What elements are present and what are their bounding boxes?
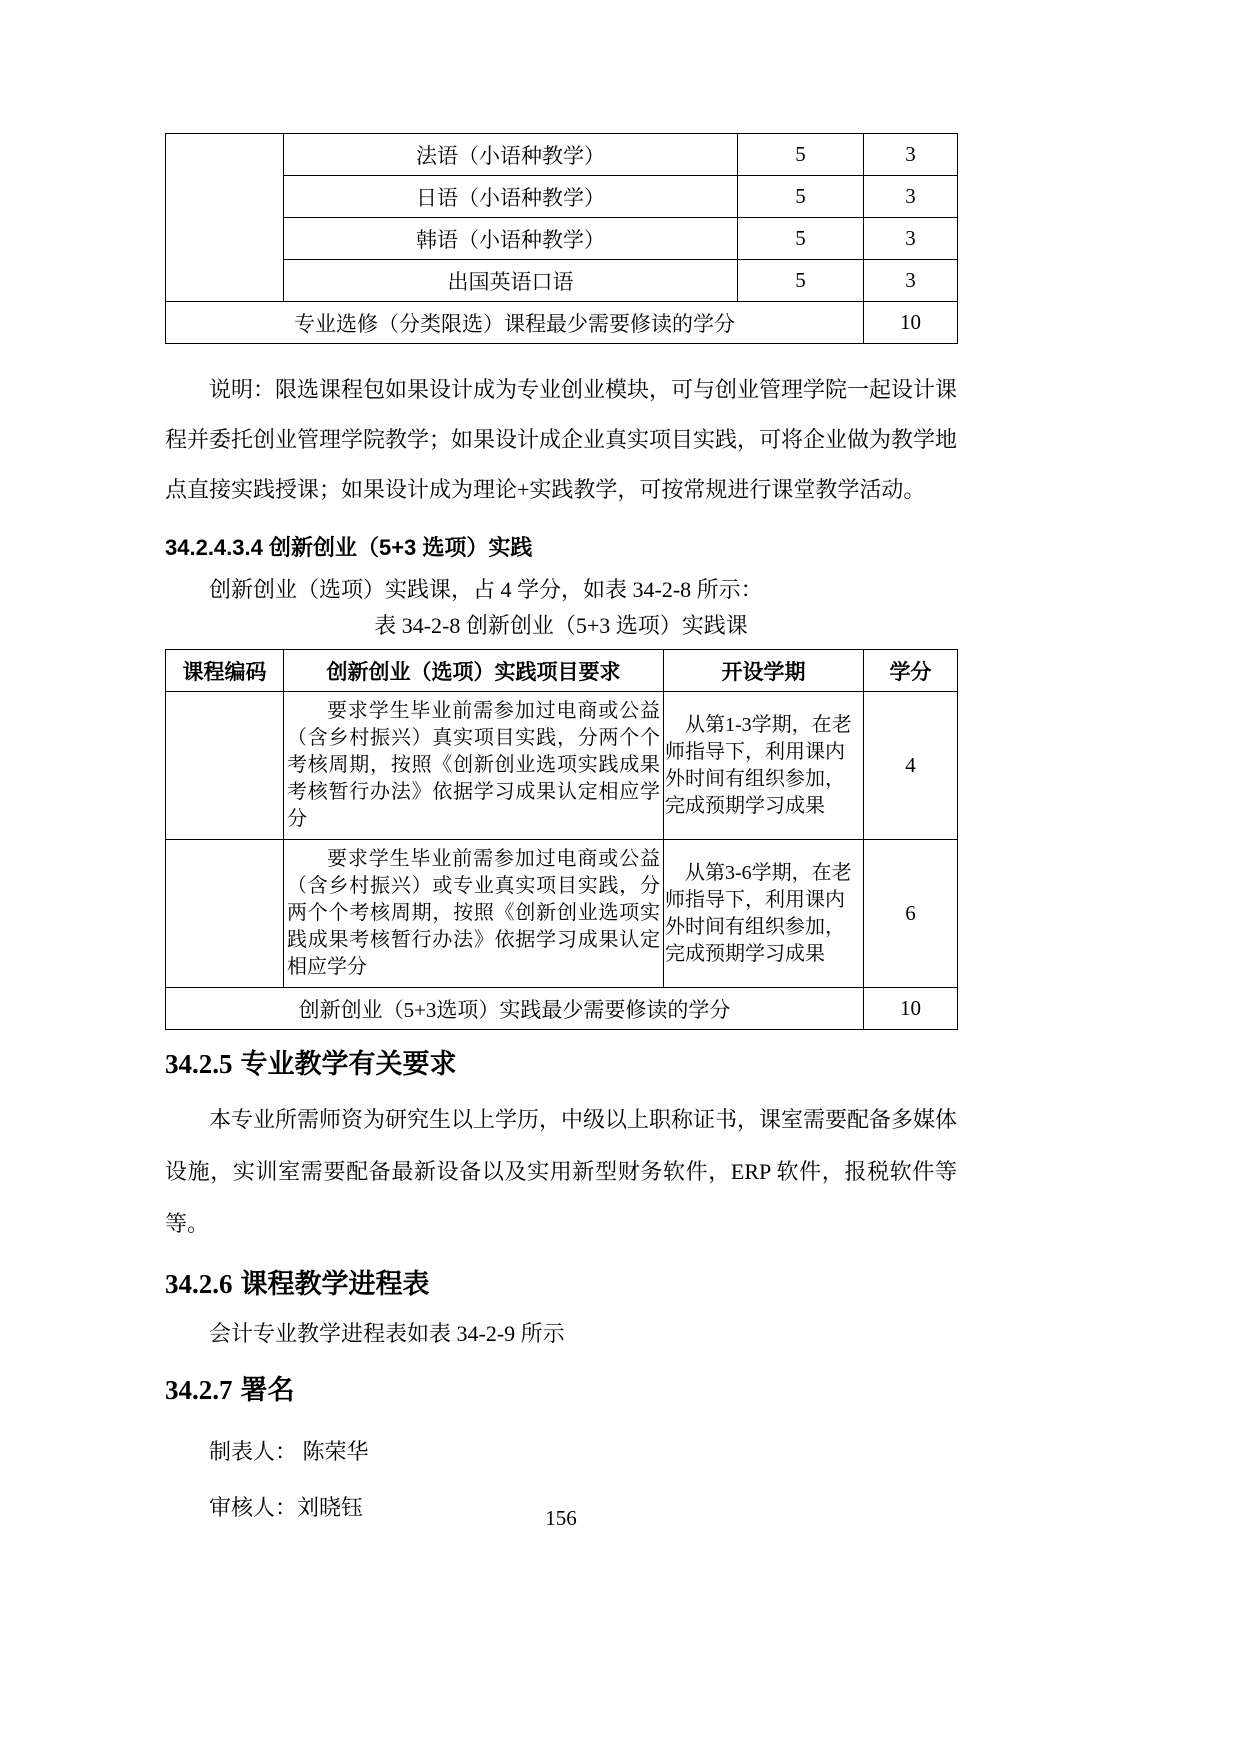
table-header-row xyxy=(166,650,958,692)
section-title: 课程教学进程表 xyxy=(240,1269,430,1299)
section-heading-34-2-7 xyxy=(165,1370,957,1410)
semester-cell: 从第3-6学期，在老师指导下，利用课内外时间有组织参加，完成预期学习成果 xyxy=(664,840,864,988)
section-number: 34.2.6 xyxy=(165,1269,233,1299)
preparer-line: 制表人： 陈荣华 xyxy=(209,1439,369,1464)
section-title: 署名 xyxy=(240,1375,295,1405)
semester-cell: 5 xyxy=(738,260,864,302)
note-paragraph: 说明：限选课程包如果设计成为专业创业模块，可与创业管理学院一起设计课程并委托创业管理学院教学；如果设计成企业真实项目实践，可将企业做为教学地点直接实践授课；如果设计成为理论+实践教学，可按常规进行课堂教学活动。 xyxy=(165,377,958,502)
credits-cell: 3 xyxy=(864,260,958,302)
semester-cell: 5 xyxy=(738,176,864,218)
semester-cell: 从第1-3学期，在老师指导下，利用课内外时间有组织参加，完成预期学习成果 xyxy=(664,692,864,840)
table-row xyxy=(166,260,958,302)
credits-cell: 3 xyxy=(864,176,958,218)
course-code-cell xyxy=(166,692,284,840)
table-summary-row xyxy=(166,302,958,344)
table-row xyxy=(166,176,958,218)
section-heading-34-2-5 xyxy=(165,1044,957,1084)
merged-empty-cell xyxy=(166,134,284,302)
course-code-cell xyxy=(166,840,284,988)
course-name-cell: 出国英语口语 xyxy=(284,260,738,302)
section-title: 专业教学有关要求 xyxy=(240,1049,457,1079)
summary-label-cell: 专业选修（分类限选）课程最少需要修读的学分 xyxy=(166,302,864,344)
summary-credits-cell: 10 xyxy=(864,988,958,1030)
page-number: 156 xyxy=(545,1506,577,1530)
semester-cell: 5 xyxy=(738,218,864,260)
practice-table xyxy=(165,649,958,1030)
course-name-cell: 法语（小语种教学） xyxy=(284,134,738,176)
course-name-cell: 日语（小语种教学） xyxy=(284,176,738,218)
header-requirement: 创新创业（选项）实践项目要求 xyxy=(284,650,664,692)
credits-cell: 3 xyxy=(864,134,958,176)
section-intro-paragraph: 创新创业（选项）实践课，占 4 学分，如表 34-2-8 所示： xyxy=(209,577,763,602)
course-name-cell: 韩语（小语种教学） xyxy=(284,218,738,260)
table-row xyxy=(166,840,958,988)
section-number: 34.2.7 xyxy=(165,1375,233,1405)
credits-cell: 6 xyxy=(864,840,958,988)
section-body-paragraph: 会计专业教学进程表如表 34-2-9 所示 xyxy=(209,1321,565,1346)
section-body-paragraph: 本专业所需师资为研究生以上学历，中级以上职称证书，课室需要配备多媒体设施，实训室需要配备最新设备以及实用新型财务软件，ERP 软件，报税软件等等。 xyxy=(165,1107,958,1236)
requirement-cell: 要求学生毕业前需参加过电商或公益（含乡村振兴）真实项目实践，分两个个考核周期，按照《创新创业选项实践成果考核暂行办法》依据学习成果认定相应学分 xyxy=(284,692,664,840)
section-heading-34-2-4-3-4: 34.2.4.3.4 创新创业（5+3 选项）实践 xyxy=(165,535,533,560)
section-number: 34.2.5 xyxy=(165,1049,233,1079)
table-caption: 表 34-2-8 创新创业（5+3 选项）实践课 xyxy=(374,613,748,638)
section-heading-34-2-6 xyxy=(165,1264,957,1304)
table-row xyxy=(166,692,958,840)
credits-cell: 4 xyxy=(864,692,958,840)
header-course-code: 课程编码 xyxy=(166,650,284,692)
summary-credits-cell: 10 xyxy=(864,302,958,344)
page-content xyxy=(165,0,957,1536)
table-row xyxy=(166,134,958,176)
summary-label-cell: 创新创业（5+3选项）实践最少需要修读的学分 xyxy=(166,988,864,1030)
table-summary-row xyxy=(166,988,958,1030)
table-row xyxy=(166,218,958,260)
requirement-cell: 要求学生毕业前需参加过电商或公益（含乡村振兴）或专业真实项目实践，分两个个考核周期，按照《创新创业选项实践成果考核暂行办法》依据学习成果认定相应学分 xyxy=(284,840,664,988)
semester-cell: 5 xyxy=(738,134,864,176)
header-semester: 开设学期 xyxy=(664,650,864,692)
elective-course-table xyxy=(165,133,958,344)
header-credits: 学分 xyxy=(864,650,958,692)
reviewer-line: 审核人：刘晓钰 xyxy=(209,1495,364,1520)
credits-cell: 3 xyxy=(864,218,958,260)
